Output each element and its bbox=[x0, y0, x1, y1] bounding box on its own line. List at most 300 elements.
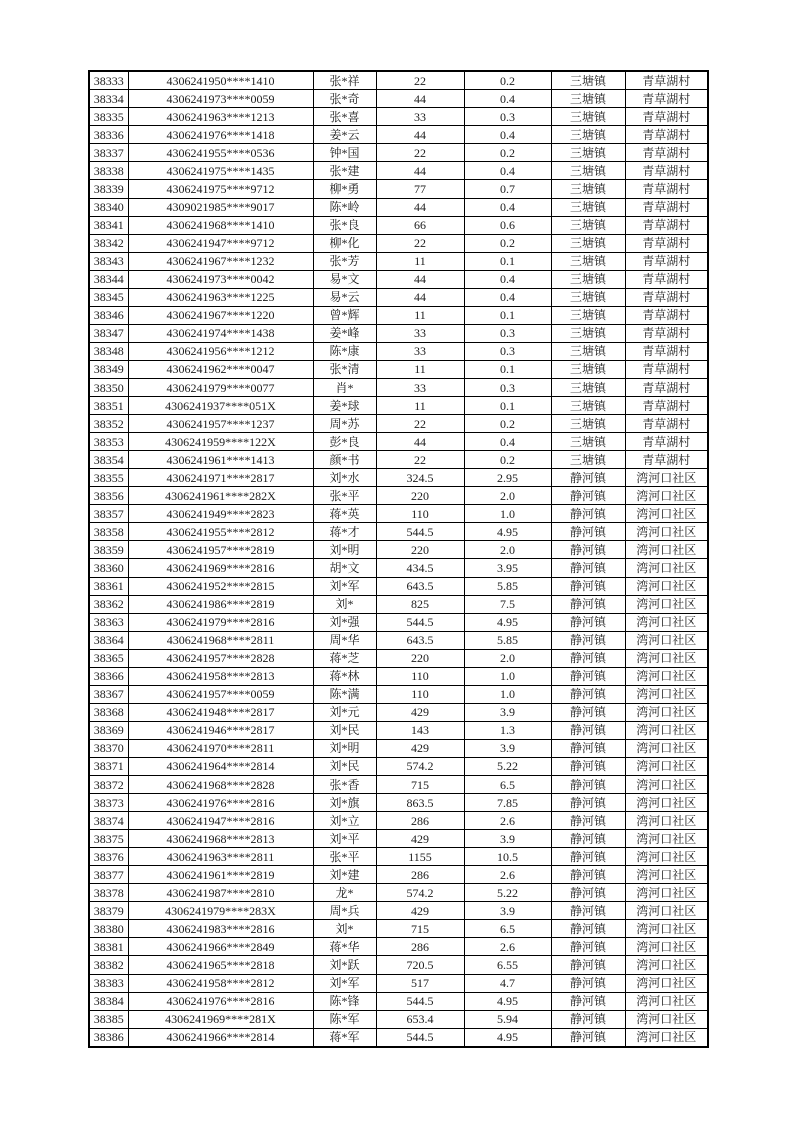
id-cell: 4306241968****1410 bbox=[128, 216, 313, 234]
name-cell: 张*香 bbox=[313, 776, 376, 794]
name-cell: 颜*书 bbox=[313, 451, 376, 469]
serial-cell: 38338 bbox=[89, 162, 128, 180]
id-cell: 4306241948****2817 bbox=[128, 703, 313, 721]
town-cell: 三塘镇 bbox=[551, 397, 625, 415]
village-cell: 湾河口社区 bbox=[625, 1028, 708, 1047]
name-cell: 易*文 bbox=[313, 270, 376, 288]
village-cell: 青草湖村 bbox=[625, 162, 708, 180]
name-cell: 张*平 bbox=[313, 487, 376, 505]
serial-cell: 38380 bbox=[89, 920, 128, 938]
table-row bbox=[89, 739, 708, 757]
value2-cell: 4.95 bbox=[464, 1028, 551, 1047]
records-table-container bbox=[88, 70, 707, 1048]
town-cell: 静河镇 bbox=[551, 794, 625, 812]
value1-cell: 643.5 bbox=[376, 631, 464, 649]
serial-cell: 38358 bbox=[89, 523, 128, 541]
name-cell: 刘*平 bbox=[313, 830, 376, 848]
table-row bbox=[89, 794, 708, 812]
table-row bbox=[89, 162, 708, 180]
serial-cell: 38341 bbox=[89, 216, 128, 234]
value1-cell: 44 bbox=[376, 90, 464, 108]
id-cell: 4306241964****2814 bbox=[128, 757, 313, 775]
town-cell: 三塘镇 bbox=[551, 90, 625, 108]
table-row bbox=[89, 685, 708, 703]
town-cell: 三塘镇 bbox=[551, 234, 625, 252]
town-cell: 静河镇 bbox=[551, 541, 625, 559]
value1-cell: 574.2 bbox=[376, 884, 464, 902]
serial-cell: 38360 bbox=[89, 559, 128, 577]
table-row bbox=[89, 505, 708, 523]
value1-cell: 22 bbox=[376, 144, 464, 162]
village-cell: 湾河口社区 bbox=[625, 920, 708, 938]
serial-cell: 38344 bbox=[89, 270, 128, 288]
village-cell: 湾河口社区 bbox=[625, 992, 708, 1010]
value2-cell: 0.3 bbox=[464, 378, 551, 396]
village-cell: 湾河口社区 bbox=[625, 505, 708, 523]
value2-cell: 3.9 bbox=[464, 739, 551, 757]
id-cell: 4306241983****2816 bbox=[128, 920, 313, 938]
village-cell: 青草湖村 bbox=[625, 324, 708, 342]
value1-cell: 286 bbox=[376, 866, 464, 884]
value1-cell: 22 bbox=[376, 71, 464, 90]
value1-cell: 11 bbox=[376, 306, 464, 324]
value2-cell: 1.0 bbox=[464, 667, 551, 685]
serial-cell: 38346 bbox=[89, 306, 128, 324]
id-cell: 4306241950****1410 bbox=[128, 71, 313, 90]
town-cell: 静河镇 bbox=[551, 938, 625, 956]
village-cell: 湾河口社区 bbox=[625, 523, 708, 541]
table-row bbox=[89, 721, 708, 739]
id-cell: 4306241963****1225 bbox=[128, 288, 313, 306]
serial-cell: 38376 bbox=[89, 848, 128, 866]
town-cell: 三塘镇 bbox=[551, 162, 625, 180]
table-row bbox=[89, 938, 708, 956]
value1-cell: 544.5 bbox=[376, 523, 464, 541]
value1-cell: 220 bbox=[376, 487, 464, 505]
id-cell: 4306241961****282X bbox=[128, 487, 313, 505]
name-cell: 刘*明 bbox=[313, 739, 376, 757]
table-row bbox=[89, 956, 708, 974]
name-cell: 刘*军 bbox=[313, 577, 376, 595]
value1-cell: 863.5 bbox=[376, 794, 464, 812]
id-cell: 4309021985****9017 bbox=[128, 198, 313, 216]
serial-cell: 38352 bbox=[89, 415, 128, 433]
records-table-body bbox=[89, 71, 708, 1047]
serial-cell: 38369 bbox=[89, 721, 128, 739]
name-cell: 张*喜 bbox=[313, 108, 376, 126]
table-row bbox=[89, 1010, 708, 1028]
table-row bbox=[89, 451, 708, 469]
value2-cell: 0.4 bbox=[464, 433, 551, 451]
id-cell: 4306241967****1220 bbox=[128, 306, 313, 324]
town-cell: 静河镇 bbox=[551, 685, 625, 703]
id-cell: 4306241962****0047 bbox=[128, 360, 313, 378]
serial-cell: 38377 bbox=[89, 866, 128, 884]
name-cell: 张*祥 bbox=[313, 71, 376, 90]
value2-cell: 2.0 bbox=[464, 541, 551, 559]
table-row bbox=[89, 360, 708, 378]
town-cell: 静河镇 bbox=[551, 721, 625, 739]
value2-cell: 4.95 bbox=[464, 523, 551, 541]
value2-cell: 3.9 bbox=[464, 830, 551, 848]
town-cell: 静河镇 bbox=[551, 884, 625, 902]
village-cell: 青草湖村 bbox=[625, 180, 708, 198]
name-cell: 蒋*军 bbox=[313, 1028, 376, 1047]
table-row bbox=[89, 288, 708, 306]
serial-cell: 38356 bbox=[89, 487, 128, 505]
value1-cell: 324.5 bbox=[376, 469, 464, 487]
value1-cell: 825 bbox=[376, 595, 464, 613]
serial-cell: 38345 bbox=[89, 288, 128, 306]
name-cell: 张*清 bbox=[313, 360, 376, 378]
table-row bbox=[89, 252, 708, 270]
id-cell: 4306241973****0059 bbox=[128, 90, 313, 108]
town-cell: 静河镇 bbox=[551, 469, 625, 487]
value2-cell: 1.0 bbox=[464, 505, 551, 523]
id-cell: 4306241961****2819 bbox=[128, 866, 313, 884]
value2-cell: 0.2 bbox=[464, 415, 551, 433]
value1-cell: 33 bbox=[376, 342, 464, 360]
serial-cell: 38336 bbox=[89, 126, 128, 144]
table-row bbox=[89, 992, 708, 1010]
value2-cell: 6.55 bbox=[464, 956, 551, 974]
name-cell: 刘*水 bbox=[313, 469, 376, 487]
serial-cell: 38355 bbox=[89, 469, 128, 487]
id-cell: 4306241968****2828 bbox=[128, 776, 313, 794]
value1-cell: 22 bbox=[376, 451, 464, 469]
town-cell: 静河镇 bbox=[551, 920, 625, 938]
id-cell: 4306241974****1438 bbox=[128, 324, 313, 342]
value2-cell: 0.3 bbox=[464, 324, 551, 342]
value1-cell: 1155 bbox=[376, 848, 464, 866]
table-row bbox=[89, 523, 708, 541]
village-cell: 青草湖村 bbox=[625, 397, 708, 415]
value1-cell: 22 bbox=[376, 415, 464, 433]
value2-cell: 3.95 bbox=[464, 559, 551, 577]
id-cell: 4306241957****2819 bbox=[128, 541, 313, 559]
village-cell: 湾河口社区 bbox=[625, 541, 708, 559]
village-cell: 湾河口社区 bbox=[625, 667, 708, 685]
value2-cell: 1.3 bbox=[464, 721, 551, 739]
value1-cell: 11 bbox=[376, 360, 464, 378]
town-cell: 静河镇 bbox=[551, 577, 625, 595]
value2-cell: 0.4 bbox=[464, 288, 551, 306]
name-cell: 刘*建 bbox=[313, 866, 376, 884]
name-cell: 周*苏 bbox=[313, 415, 376, 433]
village-cell: 青草湖村 bbox=[625, 288, 708, 306]
town-cell: 静河镇 bbox=[551, 1010, 625, 1028]
id-cell: 4306241968****2811 bbox=[128, 631, 313, 649]
town-cell: 静河镇 bbox=[551, 631, 625, 649]
value2-cell: 3.9 bbox=[464, 703, 551, 721]
value1-cell: 429 bbox=[376, 902, 464, 920]
table-row bbox=[89, 541, 708, 559]
name-cell: 张*良 bbox=[313, 216, 376, 234]
name-cell: 陈*军 bbox=[313, 1010, 376, 1028]
town-cell: 静河镇 bbox=[551, 703, 625, 721]
name-cell: 肖* bbox=[313, 378, 376, 396]
serial-cell: 38351 bbox=[89, 397, 128, 415]
value2-cell: 5.22 bbox=[464, 884, 551, 902]
table-row bbox=[89, 757, 708, 775]
serial-cell: 38372 bbox=[89, 776, 128, 794]
serial-cell: 38368 bbox=[89, 703, 128, 721]
table-row bbox=[89, 667, 708, 685]
id-cell: 4306241979****2816 bbox=[128, 613, 313, 631]
table-row bbox=[89, 306, 708, 324]
village-cell: 湾河口社区 bbox=[625, 866, 708, 884]
table-row bbox=[89, 613, 708, 631]
village-cell: 青草湖村 bbox=[625, 252, 708, 270]
name-cell: 龙* bbox=[313, 884, 376, 902]
value1-cell: 220 bbox=[376, 541, 464, 559]
village-cell: 湾河口社区 bbox=[625, 956, 708, 974]
value1-cell: 429 bbox=[376, 739, 464, 757]
village-cell: 湾河口社区 bbox=[625, 884, 708, 902]
serial-cell: 38378 bbox=[89, 884, 128, 902]
name-cell: 蒋*华 bbox=[313, 938, 376, 956]
value2-cell: 0.1 bbox=[464, 306, 551, 324]
value2-cell: 0.6 bbox=[464, 216, 551, 234]
value2-cell: 7.5 bbox=[464, 595, 551, 613]
value1-cell: 44 bbox=[376, 270, 464, 288]
value1-cell: 33 bbox=[376, 378, 464, 396]
name-cell: 蒋*英 bbox=[313, 505, 376, 523]
records-table bbox=[88, 70, 709, 1048]
id-cell: 4306241973****0042 bbox=[128, 270, 313, 288]
town-cell: 静河镇 bbox=[551, 505, 625, 523]
id-cell: 4306241947****9712 bbox=[128, 234, 313, 252]
value1-cell: 286 bbox=[376, 938, 464, 956]
table-row bbox=[89, 270, 708, 288]
value1-cell: 11 bbox=[376, 252, 464, 270]
value1-cell: 110 bbox=[376, 505, 464, 523]
id-cell: 4306241963****2811 bbox=[128, 848, 313, 866]
name-cell: 刘* bbox=[313, 595, 376, 613]
serial-cell: 38342 bbox=[89, 234, 128, 252]
serial-cell: 38335 bbox=[89, 108, 128, 126]
value2-cell: 10.5 bbox=[464, 848, 551, 866]
name-cell: 刘*强 bbox=[313, 613, 376, 631]
value1-cell: 574.2 bbox=[376, 757, 464, 775]
name-cell: 蒋*才 bbox=[313, 523, 376, 541]
value2-cell: 0.2 bbox=[464, 71, 551, 90]
town-cell: 静河镇 bbox=[551, 902, 625, 920]
village-cell: 青草湖村 bbox=[625, 108, 708, 126]
name-cell: 陈*满 bbox=[313, 685, 376, 703]
table-row bbox=[89, 397, 708, 415]
value1-cell: 110 bbox=[376, 667, 464, 685]
id-cell: 4306241969****2816 bbox=[128, 559, 313, 577]
village-cell: 青草湖村 bbox=[625, 433, 708, 451]
serial-cell: 38382 bbox=[89, 956, 128, 974]
name-cell: 刘*军 bbox=[313, 974, 376, 992]
value1-cell: 44 bbox=[376, 162, 464, 180]
serial-cell: 38353 bbox=[89, 433, 128, 451]
value2-cell: 0.4 bbox=[464, 126, 551, 144]
serial-cell: 38343 bbox=[89, 252, 128, 270]
value2-cell: 4.7 bbox=[464, 974, 551, 992]
table-row bbox=[89, 71, 708, 90]
village-cell: 青草湖村 bbox=[625, 144, 708, 162]
town-cell: 静河镇 bbox=[551, 866, 625, 884]
value1-cell: 643.5 bbox=[376, 577, 464, 595]
name-cell: 刘*旗 bbox=[313, 794, 376, 812]
town-cell: 三塘镇 bbox=[551, 198, 625, 216]
name-cell: 彭*良 bbox=[313, 433, 376, 451]
serial-cell: 38375 bbox=[89, 830, 128, 848]
value2-cell: 2.6 bbox=[464, 938, 551, 956]
value1-cell: 33 bbox=[376, 108, 464, 126]
town-cell: 静河镇 bbox=[551, 739, 625, 757]
town-cell: 三塘镇 bbox=[551, 252, 625, 270]
value2-cell: 5.94 bbox=[464, 1010, 551, 1028]
serial-cell: 38348 bbox=[89, 342, 128, 360]
village-cell: 青草湖村 bbox=[625, 451, 708, 469]
village-cell: 青草湖村 bbox=[625, 234, 708, 252]
village-cell: 青草湖村 bbox=[625, 90, 708, 108]
table-row bbox=[89, 776, 708, 794]
town-cell: 三塘镇 bbox=[551, 451, 625, 469]
serial-cell: 38333 bbox=[89, 71, 128, 90]
table-row bbox=[89, 90, 708, 108]
table-row bbox=[89, 902, 708, 920]
table-row bbox=[89, 920, 708, 938]
value2-cell: 2.0 bbox=[464, 649, 551, 667]
value2-cell: 2.6 bbox=[464, 866, 551, 884]
village-cell: 湾河口社区 bbox=[625, 776, 708, 794]
town-cell: 三塘镇 bbox=[551, 126, 625, 144]
village-cell: 湾河口社区 bbox=[625, 974, 708, 992]
town-cell: 静河镇 bbox=[551, 1028, 625, 1047]
id-cell: 4306241969****281X bbox=[128, 1010, 313, 1028]
town-cell: 静河镇 bbox=[551, 812, 625, 830]
serial-cell: 38367 bbox=[89, 685, 128, 703]
town-cell: 静河镇 bbox=[551, 757, 625, 775]
value1-cell: 544.5 bbox=[376, 1028, 464, 1047]
value2-cell: 6.5 bbox=[464, 920, 551, 938]
village-cell: 青草湖村 bbox=[625, 71, 708, 90]
name-cell: 张*平 bbox=[313, 848, 376, 866]
id-cell: 4306241957****2828 bbox=[128, 649, 313, 667]
village-cell: 湾河口社区 bbox=[625, 902, 708, 920]
id-cell: 4306241987****2810 bbox=[128, 884, 313, 902]
id-cell: 4306241955****2812 bbox=[128, 523, 313, 541]
village-cell: 湾河口社区 bbox=[625, 1010, 708, 1028]
serial-cell: 38337 bbox=[89, 144, 128, 162]
value2-cell: 4.95 bbox=[464, 613, 551, 631]
value1-cell: 653.4 bbox=[376, 1010, 464, 1028]
serial-cell: 38383 bbox=[89, 974, 128, 992]
serial-cell: 38363 bbox=[89, 613, 128, 631]
value1-cell: 143 bbox=[376, 721, 464, 739]
table-row bbox=[89, 126, 708, 144]
value1-cell: 544.5 bbox=[376, 992, 464, 1010]
name-cell: 胡*文 bbox=[313, 559, 376, 577]
village-cell: 湾河口社区 bbox=[625, 848, 708, 866]
name-cell: 姜*球 bbox=[313, 397, 376, 415]
id-cell: 4306241976****1418 bbox=[128, 126, 313, 144]
table-row bbox=[89, 649, 708, 667]
id-cell: 4306241965****2818 bbox=[128, 956, 313, 974]
table-row bbox=[89, 1028, 708, 1047]
name-cell: 陈*岭 bbox=[313, 198, 376, 216]
id-cell: 4306241979****283X bbox=[128, 902, 313, 920]
serial-cell: 38340 bbox=[89, 198, 128, 216]
value2-cell: 0.1 bbox=[464, 252, 551, 270]
name-cell: 刘*元 bbox=[313, 703, 376, 721]
value2-cell: 0.2 bbox=[464, 144, 551, 162]
name-cell: 姜*云 bbox=[313, 126, 376, 144]
value1-cell: 22 bbox=[376, 234, 464, 252]
id-cell: 4306241957****0059 bbox=[128, 685, 313, 703]
name-cell: 刘*民 bbox=[313, 757, 376, 775]
name-cell: 陈*康 bbox=[313, 342, 376, 360]
value1-cell: 517 bbox=[376, 974, 464, 992]
id-cell: 4306241949****2823 bbox=[128, 505, 313, 523]
id-cell: 4306241959****122X bbox=[128, 433, 313, 451]
serial-cell: 38370 bbox=[89, 739, 128, 757]
value1-cell: 44 bbox=[376, 433, 464, 451]
value1-cell: 286 bbox=[376, 812, 464, 830]
value2-cell: 0.4 bbox=[464, 270, 551, 288]
name-cell: 陈*锋 bbox=[313, 992, 376, 1010]
village-cell: 湾河口社区 bbox=[625, 649, 708, 667]
village-cell: 青草湖村 bbox=[625, 198, 708, 216]
id-cell: 4306241937****051X bbox=[128, 397, 313, 415]
value2-cell: 0.7 bbox=[464, 180, 551, 198]
value1-cell: 429 bbox=[376, 703, 464, 721]
value1-cell: 429 bbox=[376, 830, 464, 848]
town-cell: 三塘镇 bbox=[551, 378, 625, 396]
value2-cell: 5.22 bbox=[464, 757, 551, 775]
village-cell: 青草湖村 bbox=[625, 378, 708, 396]
village-cell: 湾河口社区 bbox=[625, 631, 708, 649]
value2-cell: 0.4 bbox=[464, 162, 551, 180]
value2-cell: 0.1 bbox=[464, 360, 551, 378]
village-cell: 青草湖村 bbox=[625, 270, 708, 288]
serial-cell: 38371 bbox=[89, 757, 128, 775]
town-cell: 静河镇 bbox=[551, 667, 625, 685]
id-cell: 4306241961****1413 bbox=[128, 451, 313, 469]
value2-cell: 6.5 bbox=[464, 776, 551, 794]
value2-cell: 0.3 bbox=[464, 342, 551, 360]
table-row bbox=[89, 595, 708, 613]
name-cell: 姜*峰 bbox=[313, 324, 376, 342]
town-cell: 静河镇 bbox=[551, 974, 625, 992]
serial-cell: 38349 bbox=[89, 360, 128, 378]
id-cell: 4306241986****2819 bbox=[128, 595, 313, 613]
serial-cell: 38366 bbox=[89, 667, 128, 685]
id-cell: 4306241979****0077 bbox=[128, 378, 313, 396]
serial-cell: 38385 bbox=[89, 1010, 128, 1028]
serial-cell: 38384 bbox=[89, 992, 128, 1010]
town-cell: 三塘镇 bbox=[551, 306, 625, 324]
town-cell: 三塘镇 bbox=[551, 288, 625, 306]
town-cell: 三塘镇 bbox=[551, 324, 625, 342]
name-cell: 蒋*林 bbox=[313, 667, 376, 685]
serial-cell: 38334 bbox=[89, 90, 128, 108]
town-cell: 静河镇 bbox=[551, 848, 625, 866]
id-cell: 4306241976****2816 bbox=[128, 992, 313, 1010]
value1-cell: 44 bbox=[376, 288, 464, 306]
value2-cell: 7.85 bbox=[464, 794, 551, 812]
village-cell: 湾河口社区 bbox=[625, 577, 708, 595]
town-cell: 三塘镇 bbox=[551, 180, 625, 198]
name-cell: 曾*辉 bbox=[313, 306, 376, 324]
name-cell: 刘*立 bbox=[313, 812, 376, 830]
table-row bbox=[89, 198, 708, 216]
